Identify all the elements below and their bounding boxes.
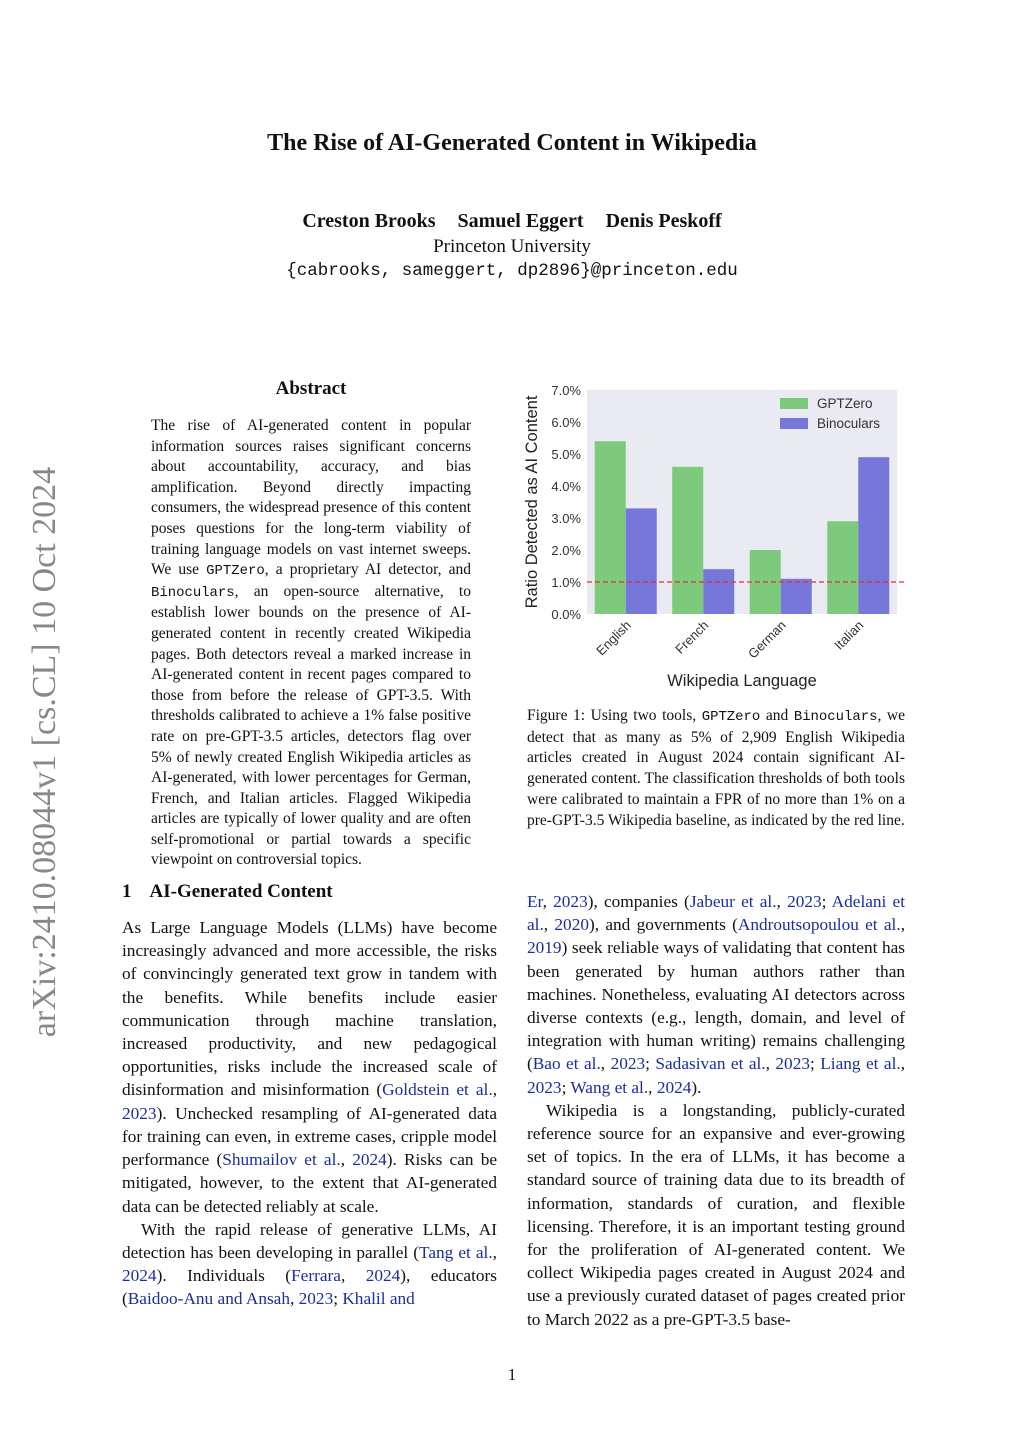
citation-link[interactable]: 2023 [610, 1054, 646, 1074]
tool-name: GPTZero [206, 563, 265, 580]
paragraph [122, 1218, 497, 1311]
text-run: , [600, 1054, 611, 1074]
y-tick-label: 0.0% [551, 607, 581, 622]
citation-link[interactable]: 2024 [352, 1150, 387, 1170]
tool-name: Binoculars [793, 709, 878, 725]
text-run: ; [809, 1054, 821, 1074]
text-run: ), educators ( [122, 1266, 497, 1309]
legend-label: GPTZero [817, 396, 873, 411]
text-run: , [900, 1054, 906, 1074]
bar-gptzero-french [672, 467, 703, 614]
citation-link[interactable]: 2024 [656, 1077, 692, 1097]
text-run: ). Unchecked resampling of AI-generated data for training can even, in extreme cases, cripple model performance ( [122, 1103, 497, 1170]
citation-link[interactable]: Tang et al. [419, 1242, 493, 1262]
citation-link[interactable]: 2023 [775, 1054, 810, 1074]
x-tick-label: English [593, 617, 634, 659]
text-run: Figure 1: Using two tools, [527, 707, 702, 724]
author: Denis Peskoff [605, 210, 722, 232]
text-run: ), companies ( [587, 892, 690, 911]
citation-link[interactable]: Liang et al. [820, 1054, 901, 1074]
text-run: , [290, 1289, 299, 1309]
x-tick-label: German [745, 617, 789, 662]
text-run: ). Individuals ( [156, 1266, 292, 1286]
bar-binoculars-italian [858, 457, 889, 614]
page-number: 1 [507, 1365, 517, 1384]
y-tick-label: 2.0% [551, 543, 581, 558]
tool-name: GPTZero [701, 709, 761, 725]
citation-link[interactable]: 2020 [554, 915, 589, 935]
citation-link[interactable]: 2023 [787, 892, 822, 911]
section-heading [122, 880, 497, 904]
text-run: , [492, 1080, 498, 1100]
right-column-body [527, 890, 905, 1331]
citation-link[interactable]: 2023 [553, 892, 588, 911]
text-run: , [648, 1077, 657, 1097]
citation-link[interactable]: 2023 [298, 1289, 334, 1309]
text-run: ; [821, 892, 832, 911]
y-tick-label: 5.0% [551, 447, 581, 462]
figure-1-chart [520, 375, 910, 695]
x-tick-label: French [672, 617, 712, 657]
paragraph [527, 890, 905, 1099]
citation-link[interactable]: Er [527, 892, 543, 911]
author: Creston Brooks [302, 210, 436, 232]
text-run: , [776, 892, 788, 911]
text-run: As Large Language Models (LLMs) have become increasingly advanced and more accessible, the risks of convincingly generated text grow in tandem with the benefits. While benefits include easier communication through machine translation, increased productivity, and new pedagogical opportunities, risks include the increased scale of disinformation and misinformation ( [122, 918, 497, 1100]
text-run: , an open-source alternative, to establish lower bounds on the presence of AI-generated content in recently created Wikipedia pages. Both detectors reveal a marked increase in AI-generated content in recent pages compared to those from before the release of GPT-3.5. With thresholds calibrated to achieve a 1% false positive rate on pre-GPT-3.5 articles, detectors flag over 5% of newly created English Wikipedia articles as AI-generated, with lower percentages for German, French, and Italian articles. Flagged Wikipedia articles are typically of lower quality and are often self-promotional or partial towards a specific viewpoint on controversial topics. [151, 582, 471, 869]
x-axis-label: Wikipedia Language [667, 672, 817, 690]
author-list [0, 210, 1024, 233]
text-run: , [542, 892, 554, 911]
x-tick-label: Italian [831, 617, 867, 653]
bar-gptzero-italian [827, 521, 858, 614]
y-tick-label: 3.0% [551, 511, 581, 526]
text-run: ; [333, 1289, 343, 1309]
text-run: ; [561, 1077, 571, 1097]
text-run: , [765, 1054, 776, 1074]
citation-link[interactable]: 2023 [527, 1077, 562, 1097]
affiliation: Princeton University [433, 236, 591, 257]
left-column [122, 378, 497, 1311]
abstract-text [151, 416, 471, 871]
text-run: , a proprietary AI detector, and [264, 561, 471, 579]
author-emails: {cabrooks, sameggert, dp2896}@princeton.edu [286, 261, 738, 281]
figure-1 [520, 375, 910, 831]
text-run: and [760, 707, 794, 724]
citation-link[interactable]: Goldstein et al. [382, 1080, 493, 1100]
citation-link[interactable]: 2024 [365, 1266, 401, 1286]
text-run: ; [645, 1054, 656, 1074]
bar-binoculars-german [781, 579, 812, 614]
citation-link[interactable]: Shumailov et al. [222, 1150, 341, 1170]
paper-title: The Rise of AI-Generated Content in Wikipedia [267, 130, 757, 156]
citation-link[interactable]: 2023 [122, 1103, 157, 1123]
citation-link[interactable]: 2019 [527, 938, 562, 958]
text-run: ). [691, 1077, 702, 1097]
text-run: , [340, 1150, 353, 1170]
author: Samuel Eggert [457, 210, 584, 232]
bar-binoculars-english [626, 508, 657, 614]
text-run: , [340, 1266, 366, 1286]
citation-link[interactable]: Adelani et al. [527, 892, 906, 935]
y-tick-label: 1.0% [551, 575, 581, 590]
abstract-heading: Abstract [275, 378, 347, 399]
y-tick-label: 4.0% [551, 479, 581, 494]
citation-link[interactable]: Sadasivan et al. [655, 1054, 766, 1074]
legend-label: Binoculars [817, 416, 881, 431]
text-run: With the rapid release of generative LLMs, AI detection has been developing in parallel ( [122, 1219, 497, 1262]
citation-link[interactable]: Androutsopoulou et al. [737, 915, 901, 935]
paragraph [527, 1099, 905, 1331]
text-run: , [543, 915, 555, 935]
bar-binoculars-french [703, 569, 734, 614]
y-axis-label: Ratio Detected as AI Content [523, 395, 541, 609]
text-run: ). Risks can be mitigated, however, to the extent that AI-generated data can be detected reliably at scale. [122, 1150, 498, 1216]
text-run: , we detect that as many as 5% of 2,909 English Wikipedia articles created in August 2024 contain significant AI-generated content. The classification thresholds of both tools were calibrated to maintain a FPR of no more than 1% on a pre-GPT-3.5 Wikipedia baseline, as indicated by the red line. [527, 707, 905, 829]
legend-swatch-gptzero [780, 398, 808, 409]
citation-link[interactable]: Baidoo-Anu and Ansah [127, 1289, 290, 1309]
text-run: , [900, 915, 906, 935]
figure-caption [527, 706, 905, 831]
citation-link[interactable]: Wang et al. [570, 1077, 649, 1097]
paragraph [122, 916, 497, 1218]
section-title: AI-Generated Content [149, 881, 333, 903]
citation-link[interactable]: Ferrara [291, 1266, 341, 1286]
text-run: Wikipedia is a longstanding, publicly-curated reference source for an expansive and ever-growing set of topics. In the era of LLMs, it has become a standard source of training data due to its breadth of information, standards of curation, and flexible licensing. Therefore, it is an important testing ground for the proliferation of AI-generated content. We collect Wikipedia pages created in August 2024 and use a previously curated dataset of pages created prior to March 2022 as a pre-GPT-3.5 base- [527, 1100, 905, 1329]
arxiv-stamp: arXiv:2410.08044v1 [cs.CL] 10 Oct 2024 [26, 466, 63, 1038]
text-run: , [492, 1242, 497, 1262]
bar-gptzero-english [595, 441, 626, 614]
left-column-body [122, 916, 497, 1310]
y-tick-label: 6.0% [551, 415, 581, 430]
text-run: ), and governments ( [588, 915, 738, 935]
text-run: The rise of AI-generated content in popular information sources raises significant concerns about accountability, accuracy, and bias amplification. Beyond directly impacting consumers, the widespread presence of this content poses questions for the long-term viability of training language models on vast internet sweeps. We use [151, 417, 471, 579]
citation-link[interactable]: 2024 [122, 1266, 157, 1286]
citation-link[interactable]: Jabeur et al. [689, 892, 777, 911]
text-run: ) seek reliable ways of validating that content has been generated by human authors rather than machines. Nonetheless, evaluating AI detectors across diverse contexts (e.g., length, domain, and level of integration with human writing) remains challenging ( [527, 938, 905, 1074]
tool-name: Binoculars [151, 584, 235, 601]
y-tick-label: 7.0% [551, 383, 581, 398]
legend-swatch-binoculars [780, 418, 808, 429]
citation-link[interactable]: Bao et al. [532, 1054, 601, 1074]
citation-link[interactable]: Khalil and [342, 1289, 415, 1309]
section-number: 1 [122, 881, 132, 903]
